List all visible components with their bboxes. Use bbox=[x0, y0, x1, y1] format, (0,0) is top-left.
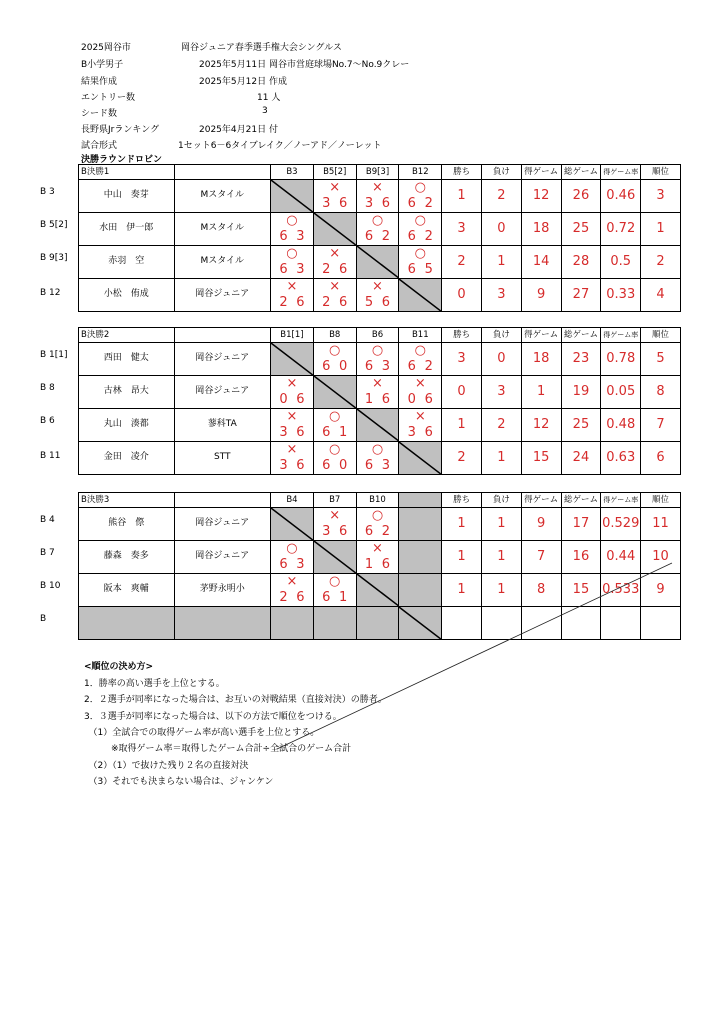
win-mark: ○ bbox=[371, 508, 384, 523]
stat-header: 総ゲーム bbox=[561, 492, 602, 508]
header-value: 2025年5月11日 岡谷市営庭球場No.7～No.9クレー bbox=[199, 60, 410, 70]
score-opponent: 2 bbox=[424, 229, 433, 244]
seed-label: B 10 bbox=[40, 581, 61, 591]
seed-label: B 11 bbox=[40, 451, 61, 461]
stat-勝ち: 1 bbox=[441, 540, 482, 574]
player-club: 岡谷ジュニア bbox=[174, 507, 272, 541]
win-mark: ○ bbox=[414, 343, 426, 358]
score-own: 6 bbox=[364, 458, 374, 473]
score-own: 6 bbox=[407, 262, 416, 277]
score-own: 2 bbox=[322, 262, 331, 277]
stat-得ゲーム率: 0.48 bbox=[600, 408, 641, 442]
player-name: 小松 侑成 bbox=[78, 278, 175, 312]
section-title: 決勝ラウンドロビン bbox=[81, 155, 163, 165]
player-club: 蓼科TA bbox=[174, 408, 272, 442]
header-label: B小学男子 bbox=[81, 60, 124, 70]
header-value: 11 人 bbox=[257, 93, 281, 103]
seed-label: B 3 bbox=[40, 187, 55, 197]
loss-mark: × bbox=[329, 508, 341, 523]
opponent-header: B5[2] bbox=[313, 164, 357, 180]
score-own: 6 bbox=[279, 262, 288, 277]
stat-負け: 0 bbox=[481, 212, 522, 246]
header-label: 結果作成 bbox=[81, 77, 118, 87]
win-mark: ○ bbox=[414, 213, 426, 228]
score-opponent: 6 bbox=[381, 196, 391, 211]
score-own: 6 bbox=[322, 425, 331, 440]
score-own: 6 bbox=[279, 557, 288, 572]
score-opponent: 3 bbox=[296, 262, 305, 277]
player-name: 阪本 爽輔 bbox=[78, 573, 175, 607]
stat-勝ち: 2 bbox=[441, 441, 482, 475]
score-own: 6 bbox=[322, 590, 331, 605]
score-own: 6 bbox=[322, 359, 331, 374]
stat-勝ち: 1 bbox=[441, 507, 482, 541]
score-opponent: 6 bbox=[424, 392, 433, 407]
win-mark: ○ bbox=[371, 442, 384, 457]
score-opponent: 2 bbox=[381, 229, 391, 244]
stat-負け: 1 bbox=[481, 507, 522, 541]
rule-line: ※取得ゲーム率＝取得したゲーム合計÷全試合のゲーム合計 bbox=[84, 744, 352, 755]
loss-mark: × bbox=[286, 409, 298, 424]
win-mark: ○ bbox=[414, 246, 426, 261]
player-name: 古林 昂大 bbox=[78, 375, 175, 409]
header-label: 長野県Jrランキング bbox=[81, 125, 160, 135]
score-opponent: 6 bbox=[296, 295, 305, 310]
stat-順位: 5 bbox=[640, 342, 681, 376]
loss-mark: × bbox=[372, 180, 383, 195]
player-name: 藤森 奏多 bbox=[78, 540, 175, 574]
win-mark: ○ bbox=[286, 213, 298, 228]
score-own: 1 bbox=[364, 392, 374, 407]
stat-header: 総ゲーム bbox=[561, 327, 602, 343]
stat-header: 得ゲーム率 bbox=[600, 327, 641, 343]
player-name: 西田 健太 bbox=[78, 342, 175, 376]
header-label: 試合形式 bbox=[81, 141, 118, 151]
score-own: 3 bbox=[364, 196, 374, 211]
loss-mark: × bbox=[372, 541, 383, 556]
win-mark: ○ bbox=[286, 246, 298, 261]
header-value: 3 bbox=[262, 106, 268, 116]
stat-得ゲーム: 18 bbox=[521, 212, 562, 246]
stat-得ゲーム率: 0.44 bbox=[600, 540, 641, 574]
score-own: 3 bbox=[279, 425, 288, 440]
player-name: 金田 凌介 bbox=[78, 441, 175, 475]
win-mark: ○ bbox=[329, 343, 341, 358]
stat-勝ち: 0 bbox=[441, 278, 482, 312]
score-opponent: 6 bbox=[381, 295, 391, 310]
player-club: 岡谷ジュニア bbox=[174, 540, 272, 574]
score-opponent: 6 bbox=[381, 392, 391, 407]
stat-得ゲーム: 18 bbox=[521, 342, 562, 376]
stat-header: 負け bbox=[481, 492, 522, 508]
score-opponent: 1 bbox=[339, 590, 348, 605]
player-club: Mスタイル bbox=[174, 245, 272, 279]
player-name: 丸山 湊都 bbox=[78, 408, 175, 442]
stat-header: 総ゲーム bbox=[561, 164, 602, 180]
score-opponent: 1 bbox=[339, 425, 348, 440]
stat-負け: 1 bbox=[481, 441, 522, 475]
stat-header: 順位 bbox=[640, 327, 681, 343]
stat-header: 勝ち bbox=[441, 492, 482, 508]
loss-mark: × bbox=[372, 376, 383, 391]
stat-得ゲーム: 12 bbox=[521, 179, 562, 213]
stat-得ゲーム: 15 bbox=[521, 441, 562, 475]
seed-label: B 5[2] bbox=[40, 220, 68, 230]
stat-順位: 9 bbox=[640, 573, 681, 607]
score-opponent: 2 bbox=[381, 524, 391, 539]
stat-得ゲーム率: 0.78 bbox=[600, 342, 641, 376]
score-opponent: 6 bbox=[339, 524, 348, 539]
score-own: 5 bbox=[364, 295, 374, 310]
score-own: 2 bbox=[279, 295, 288, 310]
stat-総ゲーム: 25 bbox=[561, 212, 602, 246]
group-title: B決勝3 bbox=[78, 492, 175, 508]
score-opponent: 3 bbox=[296, 557, 305, 572]
score-opponent: 6 bbox=[339, 262, 348, 277]
seed-label: B 8 bbox=[40, 383, 55, 393]
stat-順位: 4 bbox=[640, 278, 681, 312]
stat-header: 順位 bbox=[640, 492, 681, 508]
loss-mark: × bbox=[286, 279, 298, 294]
score-opponent: 6 bbox=[424, 425, 433, 440]
stat-勝ち: 3 bbox=[441, 212, 482, 246]
stat-得ゲーム: 8 bbox=[521, 573, 562, 607]
stat-得ゲーム: 14 bbox=[521, 245, 562, 279]
score-opponent: 0 bbox=[339, 359, 348, 374]
rule-line: 3．３選手が同率になった場合は、以下の方法で順位をつける。 bbox=[84, 711, 342, 722]
loss-mark: × bbox=[329, 246, 341, 261]
win-mark: ○ bbox=[371, 343, 384, 358]
stat-header: 得ゲーム率 bbox=[600, 492, 641, 508]
score-opponent: 6 bbox=[339, 295, 348, 310]
header-label: エントリー数 bbox=[81, 93, 136, 103]
stat-勝ち: 2 bbox=[441, 245, 482, 279]
stat-得ゲーム率: 0.46 bbox=[600, 179, 641, 213]
player-name: 赤羽 空 bbox=[78, 245, 175, 279]
player-club: Mスタイル bbox=[174, 179, 272, 213]
score-own: 0 bbox=[407, 392, 416, 407]
header-value: 1セット6－6タイブレイク／ノーアド／ノーレット bbox=[178, 141, 382, 151]
stat-得ゲーム率: 0.72 bbox=[600, 212, 641, 246]
player-name: 中山 奏芽 bbox=[78, 179, 175, 213]
score-own: 6 bbox=[364, 229, 374, 244]
stat-総ゲーム: 17 bbox=[561, 507, 602, 541]
win-mark: ○ bbox=[329, 574, 341, 589]
stat-header: 負け bbox=[481, 164, 522, 180]
loss-mark: × bbox=[329, 279, 341, 294]
opponent-header: B12 bbox=[398, 164, 442, 180]
score-own: 3 bbox=[407, 425, 416, 440]
header-value: 2025年5月12日 作成 bbox=[199, 77, 287, 87]
stat-得ゲーム率: 0.529 bbox=[600, 507, 641, 541]
opponent-header: B3 bbox=[270, 164, 314, 180]
score-opponent: 6 bbox=[381, 557, 391, 572]
score-own: 6 bbox=[407, 229, 416, 244]
opponent-header: B8 bbox=[313, 327, 357, 343]
loss-mark: × bbox=[414, 376, 426, 391]
score-opponent: 2 bbox=[424, 196, 433, 211]
rule-line: （3）それでも決まらない場合は、ジャンケン bbox=[84, 776, 274, 787]
stat-順位: 1 bbox=[640, 212, 681, 246]
score-opponent: 0 bbox=[339, 458, 348, 473]
header-value: 岡谷ジュニア春季選手権大会シングルス bbox=[181, 43, 342, 53]
opponent-header: B9[3] bbox=[356, 164, 400, 180]
player-name: 水田 伊一郎 bbox=[78, 212, 175, 246]
score-opponent: 6 bbox=[296, 590, 305, 605]
score-opponent: 2 bbox=[424, 359, 433, 374]
stat-順位: 8 bbox=[640, 375, 681, 409]
stat-勝ち: 1 bbox=[441, 573, 482, 607]
stat-勝ち: 0 bbox=[441, 375, 482, 409]
stat-順位: 7 bbox=[640, 408, 681, 442]
player-club: Mスタイル bbox=[174, 212, 272, 246]
score-own: 0 bbox=[279, 392, 288, 407]
score-own: 6 bbox=[364, 359, 374, 374]
loss-mark: × bbox=[372, 279, 383, 294]
stat-得ゲーム率: 0.533 bbox=[600, 573, 641, 607]
seed-label: B 4 bbox=[40, 515, 55, 525]
score-own: 3 bbox=[322, 196, 331, 211]
stat-総ゲーム: 16 bbox=[561, 540, 602, 574]
player-club: 茅野永明小 bbox=[174, 573, 272, 607]
stat-得ゲーム率: 0.5 bbox=[600, 245, 641, 279]
header-label: 2025岡谷市 bbox=[81, 43, 131, 53]
win-mark: ○ bbox=[414, 180, 426, 195]
score-opponent: 6 bbox=[296, 425, 305, 440]
stat-勝ち: 3 bbox=[441, 342, 482, 376]
stat-総ゲーム: 15 bbox=[561, 573, 602, 607]
stat-順位: 2 bbox=[640, 245, 681, 279]
loss-mark: × bbox=[286, 442, 298, 457]
stat-header: 勝ち bbox=[441, 327, 482, 343]
score-own: 1 bbox=[364, 557, 374, 572]
seed-label: B 7 bbox=[40, 548, 55, 558]
opponent-header: B10 bbox=[356, 492, 400, 508]
stat-総ゲーム: 26 bbox=[561, 179, 602, 213]
win-mark: ○ bbox=[329, 442, 341, 457]
stat-総ゲーム: 27 bbox=[561, 278, 602, 312]
stat-順位: 11 bbox=[640, 507, 681, 541]
stat-得ゲーム率: 0.33 bbox=[600, 278, 641, 312]
rule-line: 2．２選手が同率になった場合は、お互いの対戦結果（直接対決）の勝者。 bbox=[84, 695, 387, 706]
stat-負け: 2 bbox=[481, 408, 522, 442]
stat-得ゲーム: 9 bbox=[521, 278, 562, 312]
stat-総ゲーム: 25 bbox=[561, 408, 602, 442]
stat-header: 得ゲーム bbox=[521, 492, 562, 508]
score-opponent: 6 bbox=[296, 458, 305, 473]
stat-header: 順位 bbox=[640, 164, 681, 180]
stat-順位: 10 bbox=[640, 540, 681, 574]
opponent-header: B1[1] bbox=[270, 327, 314, 343]
stat-header: 得ゲーム率 bbox=[600, 164, 641, 180]
score-own: 3 bbox=[279, 458, 288, 473]
score-own: 6 bbox=[279, 229, 288, 244]
rule-line: 1．勝率の高い選手を上位とする。 bbox=[84, 679, 225, 689]
loss-mark: × bbox=[414, 409, 426, 424]
seed-label: B bbox=[40, 614, 47, 624]
score-own: 6 bbox=[407, 359, 416, 374]
rule-line: （1）全試合での取得ゲーム率が高い選手を上位とする。 bbox=[84, 727, 320, 738]
group-title: B決勝2 bbox=[78, 327, 175, 343]
stat-得ゲーム: 7 bbox=[521, 540, 562, 574]
win-mark: ○ bbox=[286, 541, 298, 556]
stat-header: 勝ち bbox=[441, 164, 482, 180]
seed-label: B 6 bbox=[40, 416, 55, 426]
stat-得ゲーム率: 0.05 bbox=[600, 375, 641, 409]
win-mark: ○ bbox=[371, 213, 384, 228]
score-own: 3 bbox=[322, 524, 331, 539]
score-opponent: 3 bbox=[381, 458, 391, 473]
score-own: 2 bbox=[322, 295, 331, 310]
stat-順位: 3 bbox=[640, 179, 681, 213]
score-opponent: 3 bbox=[296, 229, 305, 244]
stat-負け: 3 bbox=[481, 375, 522, 409]
score-own: 2 bbox=[279, 590, 288, 605]
opponent-header: B6 bbox=[356, 327, 400, 343]
stat-負け: 0 bbox=[481, 342, 522, 376]
stat-得ゲーム: 1 bbox=[521, 375, 562, 409]
stat-header: 得ゲーム bbox=[521, 164, 562, 180]
player-name: 熊谷 傺 bbox=[78, 507, 175, 541]
loss-mark: × bbox=[286, 574, 298, 589]
score-opponent: 6 bbox=[296, 392, 305, 407]
stat-得ゲーム率: 0.63 bbox=[600, 441, 641, 475]
group-title: B決勝1 bbox=[78, 164, 175, 180]
player-club: 岡谷ジュニア bbox=[174, 375, 272, 409]
stat-総ゲーム: 23 bbox=[561, 342, 602, 376]
seed-label: B 9[3] bbox=[40, 253, 68, 263]
win-mark: ○ bbox=[329, 409, 341, 424]
stat-総ゲーム: 28 bbox=[561, 245, 602, 279]
stat-勝ち: 1 bbox=[441, 179, 482, 213]
stat-負け: 1 bbox=[481, 540, 522, 574]
seed-label: B 12 bbox=[40, 288, 61, 298]
rule-line: （2）（1）で抜けた残り２名の直接対決 bbox=[84, 760, 249, 771]
player-club: 岡谷ジュニア bbox=[174, 342, 272, 376]
score-own: 6 bbox=[364, 524, 374, 539]
opponent-header: B7 bbox=[313, 492, 357, 508]
loss-mark: × bbox=[286, 376, 298, 391]
player-club: 岡谷ジュニア bbox=[174, 278, 272, 312]
score-opponent: 6 bbox=[339, 196, 348, 211]
opponent-header: B11 bbox=[398, 327, 442, 343]
stat-総ゲーム: 24 bbox=[561, 441, 602, 475]
score-opponent: 5 bbox=[424, 262, 433, 277]
seed-label: B 1[1] bbox=[40, 350, 68, 360]
stat-負け: 2 bbox=[481, 179, 522, 213]
score-own: 6 bbox=[322, 458, 331, 473]
stat-header: 得ゲーム bbox=[521, 327, 562, 343]
player-club: STT bbox=[174, 441, 272, 475]
header-label: シード数 bbox=[81, 109, 118, 119]
stat-総ゲーム: 19 bbox=[561, 375, 602, 409]
stat-負け: 3 bbox=[481, 278, 522, 312]
stat-負け: 1 bbox=[481, 573, 522, 607]
score-own: 6 bbox=[407, 196, 416, 211]
score-opponent: 3 bbox=[381, 359, 391, 374]
stat-得ゲーム: 9 bbox=[521, 507, 562, 541]
rules-title: <順位の決め方> bbox=[84, 662, 154, 672]
header-value: 2025年4月21日 付 bbox=[199, 125, 278, 135]
loss-mark: × bbox=[329, 180, 341, 195]
stat-header: 負け bbox=[481, 327, 522, 343]
stat-負け: 1 bbox=[481, 245, 522, 279]
stat-得ゲーム: 12 bbox=[521, 408, 562, 442]
opponent-header: B4 bbox=[270, 492, 314, 508]
stat-順位: 6 bbox=[640, 441, 681, 475]
stat-勝ち: 1 bbox=[441, 408, 482, 442]
